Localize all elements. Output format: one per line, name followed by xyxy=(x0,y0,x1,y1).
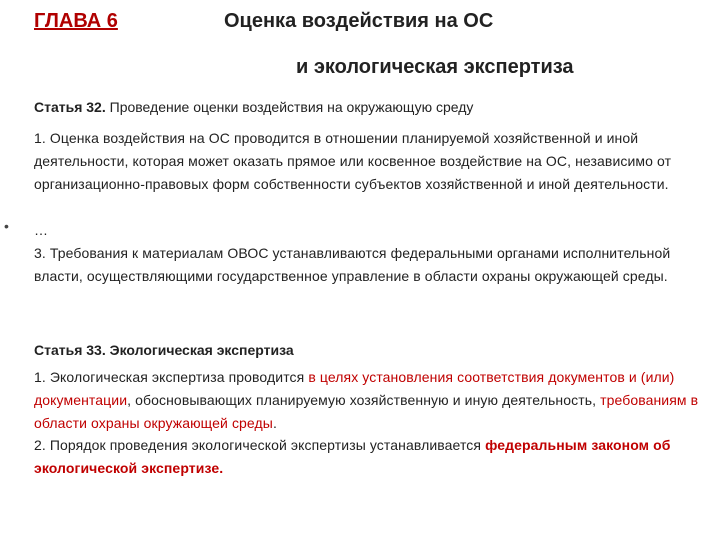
article-32-paragraph-3: 3. Требования к материалам ОВОС устанавливаются федеральными органами исполнительной власти, осуществляющими государственное управление в области охраны окружающей среды. xyxy=(34,245,671,284)
article-32-ellipsis: … xyxy=(34,222,49,238)
article-33-heading xyxy=(34,342,294,358)
article-33-p2-text: 2. Порядок проведения экологической экспертизы устанавливается xyxy=(34,437,486,453)
page-title-line2: и экологическая экспертиза xyxy=(296,56,574,78)
page-title-line1: Оценка воздействия на ОС xyxy=(224,10,494,32)
article-33-p2-highlight: федеральным законом об экологической экспертизе. xyxy=(34,437,671,476)
chapter-label: ГЛАВА 6 xyxy=(34,10,118,32)
article-33-p1-text-a: 1. Экологическая экспертиза проводится xyxy=(34,369,309,385)
article-33-p1-text-b: , обосновывающих планируемую хозяйственную и иную деятельность, xyxy=(127,392,601,408)
article-33-p1-highlight-1: в целях установления соответствия документов и (или) документации xyxy=(34,369,675,408)
article-33-title: Экологическая экспертиза xyxy=(105,342,294,358)
article-33-label: Статья 33. xyxy=(34,342,106,358)
article-33-p1-highlight-2: требованиям в области охраны окружающей среды xyxy=(34,392,699,431)
article-32-heading xyxy=(34,99,473,115)
article-33-p1-text-c: . xyxy=(272,415,277,431)
article-32-paragraph-1: 1. Оценка воздействия на ОС проводится в отношении планируемой хозяйственной и иной деятельности, которая может оказать прямое или косвенное воздействие на ОС, независимо от организационно-правовых форм собственности субъектов хозяйственной и иной деятельности. xyxy=(34,130,672,192)
bullet-marker: • xyxy=(4,218,9,234)
article-32-label: Статья 32. xyxy=(34,99,106,115)
article-33-paragraph-2 xyxy=(34,434,700,480)
article-33-paragraph-1 xyxy=(34,366,700,435)
article-32-title: Проведение оценки воздействия на окружающую среду xyxy=(105,99,474,115)
